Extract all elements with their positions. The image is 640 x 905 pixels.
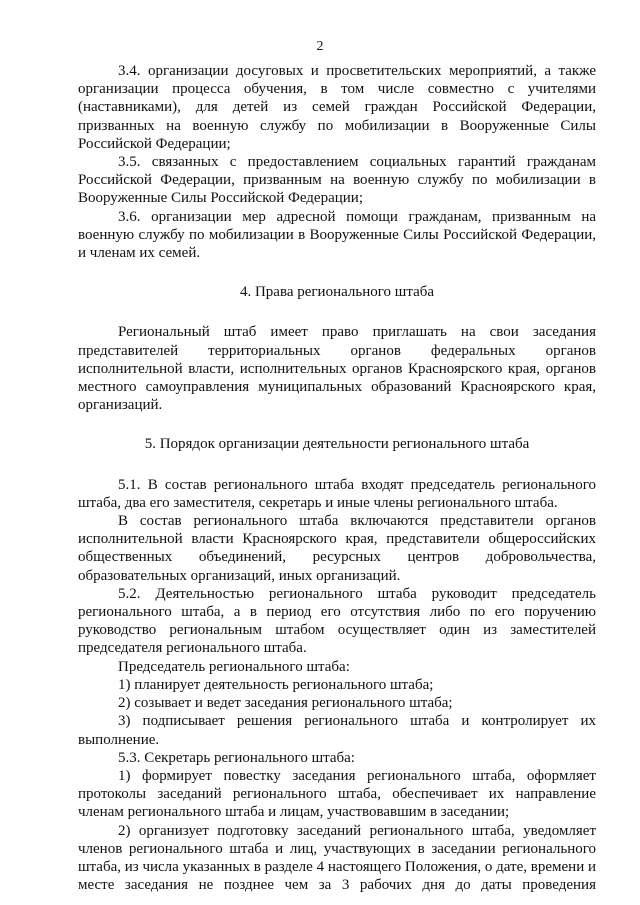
section-5-heading: 5. Порядок организации деятельности регионального штаба (144, 436, 530, 453)
list-item-secretary-2: 2) организует подготовку заседаний регионального штаба, уведомляет членов регионального штаба и лиц, участвующих в заседании регионального штаба, из числа указанных в разделе 4 настоящего Положения, о дате, времени и месте заседания не позднее чем за 3 рабочих дня до даты проведения (78, 822, 596, 894)
paragraph-5-3: 5.3. Секретарь регионального штаба: (118, 749, 355, 766)
paragraph-5-2: 5.2. Деятельностью регионального штаба руководит председатель регионального штаба, а в период его отсутствия либо по его поручению руководство региональным штабом осуществляет один из заместителей председателя регионального штаба. (78, 585, 596, 657)
paragraph-3-6: 3.6. организации мер адресной помощи гражданам, призванным на военную службу по мобилизации в Вооруженные Силы Российской Федерации, и членам их семей. (78, 208, 596, 262)
paragraph-5-1: 5.1. В состав регионального штаба входят председатель регионального штаба, два его заместителя, секретарь и иные члены регионального штаба. (78, 476, 596, 511)
list-item-chairman-1: 1) планирует деятельность регионального штаба; (118, 676, 434, 693)
section-4-paragraph: Региональный штаб имеет право приглашать на свои заседания представителей территориальных органов федеральных органов исполнительной власти, исполнительных органов Красноярского края, органов местного самоуправления муниципальных образований Красноярского края, организаций. (78, 324, 596, 414)
paragraph-composition: В состав регионального штаба включаются представители органов исполнительной власти Красноярского края, представители общероссийских общественных объединений, ресурсных центров добровольчества, образовательных организаций, иных организаций. (78, 513, 596, 584)
paragraph-chairman: Председатель регионального штаба: (118, 658, 350, 675)
paragraph-3-4: 3.4. организации досуговых и просветительских мероприятий, а также организации процесса обучения, в том числе совместно с учителями (наставниками), для детей из семей граждан Российской Федерации, призванных на военную службу по мобилизации в Вооруженные Силы Российской Федерации; (78, 63, 596, 152)
page-number: 2 (316, 39, 324, 54)
list-item-chairman-2: 2) созывает и ведет заседания регионального штаба; (118, 695, 453, 712)
list-item-secretary-1: 1) формирует повестку заседания регионального штаба, оформляет протоколы заседаний регионального штаба, обеспечивает их направление членам регионального штаба и лицам, участвовавшим в заседании; (78, 767, 596, 821)
list-item-chairman-3: 3) подписывает решения регионального штаба и контролирует их выполнение. (78, 713, 596, 748)
document-body (78, 62, 596, 894)
paragraph-3-5: 3.5. связанных с предоставлением социальных гарантий гражданам Российской Федерации, призванным на военную службу по мобилизации в Вооруженные Силы Российской Федерации; (78, 154, 596, 207)
section-4-heading: 4. Права регионального штаба (239, 284, 435, 301)
